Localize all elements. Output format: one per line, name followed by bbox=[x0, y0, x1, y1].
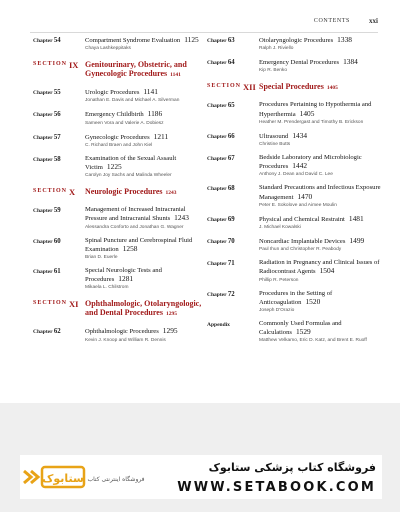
toc-entry[interactable] bbox=[33, 110, 208, 125]
chapter-title-text: Procedures Pertaining to Hypothermia and Hyperthermia bbox=[259, 101, 372, 118]
chapter-title-text: Management of Increased Intracranial Pressure and Intracranial Shunts bbox=[85, 206, 186, 223]
toc-entry[interactable] bbox=[33, 237, 208, 260]
chapter-body bbox=[85, 36, 208, 51]
chapter-authors: Heather M. Prendergast and Timothy B. Erickson bbox=[259, 119, 364, 125]
chapter-title-text: Otolaryngologic Procedures bbox=[259, 37, 334, 44]
chapter-label bbox=[207, 215, 259, 230]
toc-entry[interactable] bbox=[207, 58, 385, 73]
chapter-page: 1211 bbox=[153, 131, 169, 141]
chapter-label-word: Chapter bbox=[207, 60, 227, 67]
chapter-label bbox=[33, 267, 85, 290]
section-page: 1141 bbox=[170, 72, 181, 79]
section-numeral: X bbox=[69, 187, 76, 198]
chapter-number: 72 bbox=[227, 290, 235, 298]
store-url[interactable]: WWW.SETABOOK.COM bbox=[177, 480, 376, 495]
chapter-authors: Mikaela L. Chilstrom bbox=[85, 285, 129, 291]
chapter-label-word: Chapter bbox=[207, 216, 227, 223]
chapter-authors: Phillip R. Peterson bbox=[259, 277, 299, 283]
section-word: SECTION bbox=[33, 188, 68, 195]
toc-entry[interactable] bbox=[33, 267, 208, 290]
chapter-number: 57 bbox=[53, 133, 61, 141]
section-numeral: IX bbox=[69, 60, 79, 71]
chapter-title-text: Procedures in the Setting of Anticoagulation bbox=[259, 289, 333, 306]
chapter-title-text: Bedside Laboratory and Microbiologic Procedures bbox=[259, 154, 362, 171]
chapter-number: 60 bbox=[53, 237, 61, 245]
toc-entry[interactable] bbox=[33, 155, 208, 178]
toc-entry[interactable] bbox=[33, 88, 208, 103]
chapter-page: 1281 bbox=[118, 274, 134, 284]
chapter-label-word: Chapter bbox=[207, 103, 227, 110]
chapter-authors: Carolyn Joy Sachs and Malinda Wheeler bbox=[85, 173, 172, 179]
store-name-persian: فروشگاه کتاب پزشکی ستابوک bbox=[208, 461, 376, 474]
chapter-label-word: Chapter bbox=[207, 156, 227, 163]
toc-entry[interactable] bbox=[207, 320, 385, 343]
chapter-number: 69 bbox=[227, 215, 235, 223]
chapter-title bbox=[259, 101, 385, 118]
chapter-number: 62 bbox=[53, 328, 61, 336]
chapter-title bbox=[85, 237, 208, 254]
chapter-page: 1338 bbox=[337, 35, 352, 44]
chapter-authors: Kevin J. Knoop and William R. Dennis bbox=[85, 337, 166, 343]
chapter-title-text: Gynecologic Procedures bbox=[85, 133, 150, 141]
section-page: 1405 bbox=[326, 85, 338, 92]
chapter-title bbox=[259, 58, 385, 67]
section-word: SECTION bbox=[207, 83, 242, 90]
chapter-label bbox=[33, 327, 85, 342]
chapter-authors: Kip R. Benko bbox=[259, 68, 287, 74]
chapter-title bbox=[85, 206, 208, 223]
chapter-number: 61 bbox=[53, 268, 61, 276]
store-logo-text: فروشگاه اینترنتی کتاب bbox=[87, 476, 145, 483]
chapter-authors: Anthony J. Dean and David C. Lee bbox=[259, 172, 333, 178]
chapter-page: 1499 bbox=[349, 236, 365, 246]
chapter-label bbox=[33, 206, 85, 229]
chapter-page: 1125 bbox=[184, 35, 199, 44]
chapter-body bbox=[85, 206, 208, 229]
chapter-label-word: Chapter bbox=[33, 208, 53, 215]
chapter-title-text: Commonly Used Formulas and Calculations bbox=[259, 320, 342, 337]
header-page-number: xxi bbox=[369, 17, 378, 25]
chapter-label-word: Chapter bbox=[33, 156, 53, 163]
chapter-title bbox=[85, 110, 208, 119]
section-heading bbox=[33, 187, 208, 198]
chapter-label-word: Chapter bbox=[33, 112, 53, 119]
chapter-page: 1186 bbox=[147, 109, 163, 119]
chapter-label-word: Chapter bbox=[33, 329, 53, 336]
chapter-title bbox=[85, 133, 208, 142]
chapter-label bbox=[33, 110, 85, 125]
chapter-title-text: Examination of the Sexual Assault Victim bbox=[85, 154, 177, 172]
chapter-title-text: Standard Precautions and Infectious Exposure Management bbox=[259, 184, 381, 201]
section-title[interactable] bbox=[85, 60, 208, 80]
chapter-page: 1470 bbox=[297, 191, 313, 201]
toc-entry[interactable] bbox=[33, 206, 208, 229]
chapter-number: 67 bbox=[227, 155, 235, 163]
toc-entry[interactable] bbox=[207, 215, 385, 230]
chapter-page: 1405 bbox=[299, 108, 315, 118]
chapter-title bbox=[259, 237, 385, 246]
toc-entry[interactable] bbox=[207, 132, 385, 147]
chapter-label bbox=[33, 237, 85, 260]
chapter-label bbox=[207, 132, 259, 147]
toc-entry[interactable] bbox=[33, 327, 208, 342]
chapter-page: 1481 bbox=[348, 213, 364, 223]
chapter-label-word: Chapter bbox=[33, 238, 53, 245]
chapter-title bbox=[259, 184, 385, 201]
section-numeral: XII bbox=[243, 82, 256, 93]
toc-entry[interactable] bbox=[33, 36, 208, 51]
chapter-label bbox=[207, 237, 259, 252]
chapter-authors: Matthew Velkamo, Eric D. Katz, and Brent E. Ruoff bbox=[259, 338, 367, 344]
chapter-body bbox=[85, 237, 208, 260]
chapter-page: 1243 bbox=[174, 213, 189, 223]
chapter-number: 68 bbox=[227, 185, 235, 193]
chapter-number: 66 bbox=[227, 132, 235, 140]
chapter-title bbox=[85, 267, 208, 284]
chapter-body bbox=[259, 237, 385, 252]
page-header bbox=[30, 18, 378, 33]
chapter-authors: C. Richard Braen and John Kiel bbox=[85, 142, 153, 148]
chapter-title-text: Radiation in Pregnancy and Clinical Issues of Radiocontrast Agents bbox=[259, 259, 380, 276]
chapter-title bbox=[85, 88, 208, 97]
chapter-page: 1529 bbox=[295, 327, 311, 337]
chapter-label-word: Appendix bbox=[207, 322, 230, 329]
chapter-number: 54 bbox=[53, 37, 61, 44]
chapter-title-text: Physical and Chemical Restraint bbox=[259, 215, 345, 223]
chapter-label-word: Chapter bbox=[33, 38, 53, 44]
chapter-title bbox=[259, 36, 385, 45]
chapter-label-word: Chapter bbox=[207, 239, 227, 246]
chapter-title-text: Emergency Dental Procedures bbox=[259, 59, 340, 67]
chapter-label bbox=[207, 184, 259, 207]
chapter-authors: J. Michael Kowalski bbox=[259, 225, 301, 231]
toc-entry[interactable] bbox=[207, 36, 385, 51]
toc-entry[interactable] bbox=[33, 133, 208, 148]
chapter-number: 63 bbox=[227, 37, 235, 44]
chapter-title bbox=[85, 155, 208, 172]
chapter-number: 70 bbox=[227, 238, 235, 246]
chapter-title bbox=[259, 154, 385, 171]
section-title-text: Ophthalmologic, Otolaryngologic, and Dental Procedures bbox=[85, 299, 202, 318]
chapter-authors: Sameen Vora and Valerie A. Dobiesz bbox=[85, 120, 164, 126]
chapter-label-word: Chapter bbox=[207, 186, 227, 193]
chapter-authors: Chaya Lashkeppitaks bbox=[85, 46, 131, 52]
chapter-authors: Paul Ihun and Christopher R. Peabody bbox=[259, 247, 342, 253]
chapter-body bbox=[259, 215, 385, 230]
chapter-body bbox=[85, 110, 208, 125]
chapter-page: 1504 bbox=[319, 266, 335, 276]
chapter-title-text: Special Neurologic Tests and Procedures bbox=[85, 267, 162, 284]
section-numeral: XI bbox=[69, 299, 79, 310]
chapter-authors: Jonathan E. Davis and Michael A. Silverman bbox=[85, 98, 180, 104]
chapter-title-text: Urologic Procedures bbox=[85, 89, 140, 97]
store-logo bbox=[20, 461, 148, 493]
chapter-label bbox=[33, 155, 85, 178]
chapter-title bbox=[85, 36, 208, 45]
chapter-body bbox=[259, 132, 385, 147]
chapter-title bbox=[85, 327, 208, 336]
section-title-text: Genitourinary, Obstetric, and Gynecologic Procedures bbox=[85, 60, 187, 79]
chapter-authors: Peter E. Sokolove and Aimee Moulin bbox=[259, 202, 337, 208]
chapter-body bbox=[85, 88, 208, 103]
toc-entry[interactable] bbox=[207, 259, 385, 282]
chapter-authors: Alessandra Conforto and Jonathan G. Wagner bbox=[85, 224, 184, 230]
section-title[interactable] bbox=[85, 299, 208, 319]
chapter-page: 1384 bbox=[343, 57, 358, 67]
toc-left-column bbox=[33, 36, 208, 350]
chapter-body bbox=[259, 58, 385, 73]
chapter-title-text: Emergency Childbirth bbox=[85, 111, 144, 119]
chapter-label bbox=[33, 88, 85, 103]
chapter-page: 1141 bbox=[143, 87, 158, 97]
chapter-number: 56 bbox=[53, 111, 61, 119]
chapter-body bbox=[259, 320, 385, 343]
chapter-label-word: Chapter bbox=[207, 261, 227, 268]
chapter-page: 1520 bbox=[305, 296, 321, 306]
chapter-page: 1442 bbox=[292, 161, 308, 171]
chapter-title bbox=[259, 290, 385, 307]
section-title-text: Special Procedures bbox=[259, 82, 324, 92]
chapter-label bbox=[207, 320, 259, 343]
chapter-body bbox=[259, 290, 385, 313]
chapter-label bbox=[207, 259, 259, 282]
section-word: SECTION bbox=[33, 300, 68, 307]
toc-entry[interactable] bbox=[207, 184, 385, 207]
section-page: 1295 bbox=[165, 311, 177, 318]
chapter-body bbox=[259, 184, 385, 207]
chapter-body bbox=[85, 327, 208, 342]
chapter-number: 71 bbox=[227, 260, 235, 268]
chapter-authors: Ralph J. Riviello bbox=[259, 46, 294, 52]
chapter-number: 58 bbox=[53, 155, 61, 163]
chapter-authors: Christine Butts bbox=[259, 142, 291, 148]
chapter-authors: Joseph D'Orazio bbox=[259, 308, 295, 314]
chapter-number: 55 bbox=[53, 89, 61, 97]
chapter-title-text: Noncardiac Implantable Devices bbox=[259, 238, 346, 246]
chapter-page: 1225 bbox=[106, 162, 122, 172]
chapter-number: 59 bbox=[53, 207, 61, 215]
chapter-body bbox=[259, 36, 385, 51]
chapter-label-word: Chapter bbox=[207, 133, 227, 140]
chapter-body bbox=[85, 133, 208, 148]
toc-entry[interactable] bbox=[207, 290, 385, 313]
header-title: CONTENTS bbox=[313, 18, 350, 24]
section-title-text: Neurologic Procedures bbox=[85, 187, 163, 197]
chapter-title-text: Ophthalmologic Procedures bbox=[85, 328, 159, 336]
chapter-label-word: Chapter bbox=[33, 134, 53, 141]
chapter-page: 1295 bbox=[162, 326, 178, 336]
chapter-title bbox=[259, 132, 385, 141]
chapter-label-word: Chapter bbox=[33, 269, 53, 276]
chapter-title bbox=[259, 259, 385, 276]
toc-entry[interactable] bbox=[207, 154, 385, 177]
chapter-label-word: Chapter bbox=[33, 90, 53, 97]
chapter-page: 1434 bbox=[292, 130, 308, 140]
chapter-body bbox=[85, 267, 208, 290]
toc-entry[interactable] bbox=[207, 237, 385, 252]
chapter-label bbox=[33, 36, 85, 51]
section-heading bbox=[33, 299, 208, 319]
store-advertisement bbox=[20, 455, 382, 499]
chapter-label bbox=[207, 101, 259, 124]
chapter-number: 65 bbox=[227, 102, 235, 110]
chapter-body bbox=[259, 101, 385, 124]
chapter-title-text: Compartment Syndrome Evaluation bbox=[85, 37, 181, 44]
toc-entry[interactable] bbox=[207, 101, 385, 124]
chapter-label bbox=[207, 58, 259, 73]
section-word: SECTION bbox=[33, 61, 68, 68]
section-title[interactable] bbox=[85, 187, 208, 198]
section-title[interactable] bbox=[259, 82, 385, 93]
chapter-label bbox=[207, 36, 259, 51]
chapter-label-word: Chapter bbox=[207, 38, 227, 44]
chapter-authors: Brian D. Euerle bbox=[85, 255, 118, 261]
chapter-title bbox=[259, 215, 385, 224]
chapter-body bbox=[259, 154, 385, 177]
chapter-label bbox=[33, 133, 85, 148]
toc-right-column bbox=[207, 36, 385, 350]
chapter-title bbox=[259, 320, 385, 337]
chapter-page: 1258 bbox=[122, 243, 138, 253]
chapter-title-text: Spinal Puncture and Cerebrospinal Fluid Examination bbox=[85, 236, 193, 253]
chapter-number: 64 bbox=[227, 59, 235, 67]
section-heading bbox=[33, 60, 208, 80]
section-heading bbox=[207, 82, 385, 93]
chapter-body bbox=[259, 259, 385, 282]
section-page: 1243 bbox=[165, 190, 177, 197]
chapter-label-word: Chapter bbox=[207, 291, 227, 298]
store-logo-mark: ستابوک bbox=[42, 472, 84, 485]
chapter-label bbox=[207, 154, 259, 177]
chapter-title-text: Ultrasound bbox=[259, 132, 289, 140]
chapter-label bbox=[207, 290, 259, 313]
chapter-body bbox=[85, 155, 208, 178]
